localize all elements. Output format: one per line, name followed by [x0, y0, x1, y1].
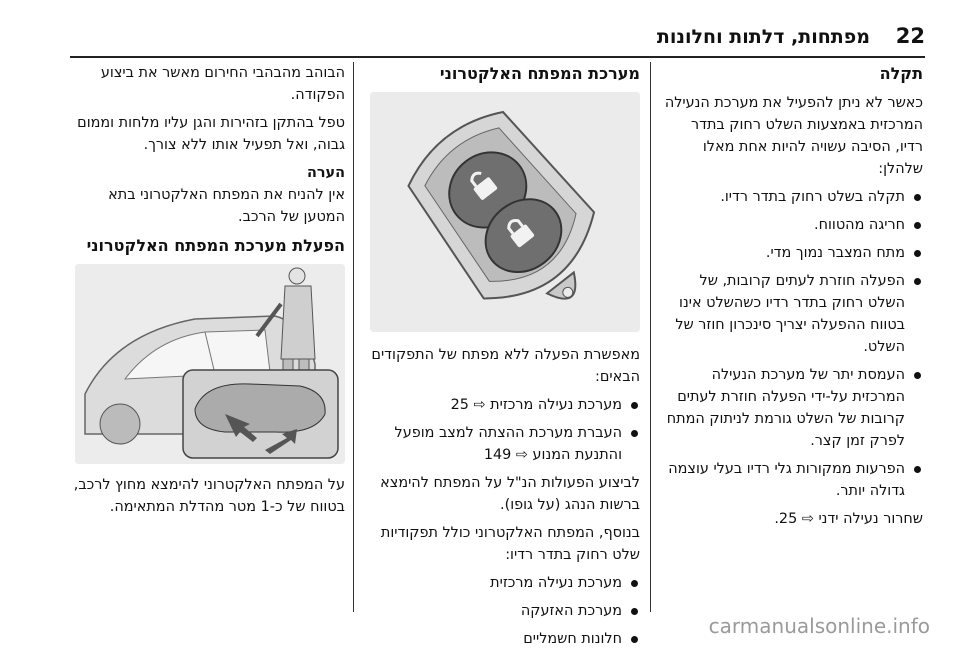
header-rule [70, 56, 925, 58]
reference-page: 149 [483, 447, 512, 463]
list-item: חריגה מהטווח. [660, 214, 923, 236]
key-para-3: בנוסף, המפתח האלקטרוני כולל תפקודיות שלט רחוק בתדר רדיו: [380, 525, 640, 563]
key-fob-illustration [370, 92, 640, 332]
malfunction-intro: כאשר לא ניתן להפעיל את מערכת הנעילה המרכזית באמצעות השלט רחוק בתדר רדיו, הסיבה עשויה להיות אחת מאלו שלהלן: [664, 95, 923, 177]
left-para-3: על המפתח האלקטרוני להימצא מחוץ לרכב, בטווח של כ-1 מטר מהדלת המתאימה. [73, 477, 345, 515]
manual-unlock-reference[interactable]: שחרור נעילה ידני ⇨ 25. [774, 511, 923, 527]
door-handle-illustration [75, 264, 345, 464]
reference-text: שחרור נעילה ידני [818, 511, 923, 527]
operation-heading: הפעלת מערכת המפתח האלקטרוני [86, 236, 345, 255]
reference-page: 25 [778, 511, 798, 527]
left-column [70, 62, 345, 524]
note-text: אין להניח את המפתח האלקטרוני בתא המטען של הרכב. [108, 187, 345, 225]
middle-column [365, 62, 640, 656]
page-header [70, 24, 925, 58]
electronic-key-heading: מערכת המפתח האלקטרוני [439, 64, 640, 83]
key-para-1: מאפשרת הפעלה ללא מפתח של התפקודים הבאים: [371, 347, 640, 385]
right-column [660, 62, 923, 536]
list-item: מתח המצבר נמוך מדי. [660, 242, 923, 264]
list-item: מערכת נעילה מרכזית ⇨ 25 [365, 394, 640, 416]
note-heading: הערה [306, 165, 345, 181]
list-item: חלונות חשמליים [365, 628, 640, 650]
list-item: הפעלה חוזרת לעתים קרובות, של השלט רחוק בתדר רדיו כשהשלט אינו בטווח ההפעלה יצריך סינכרון חוזר של השלט. [660, 270, 923, 358]
key-fob-icon [370, 92, 640, 332]
remote-functions-list [365, 572, 640, 650]
column-divider-right [650, 62, 651, 612]
car-door-icon [75, 264, 345, 464]
list-item: הפרעות ממקורות גלי רדיו בעלי עוצמה גדולה יותר. [660, 458, 923, 502]
arrow-right-icon: ⇨ [473, 397, 486, 413]
list-item: תקלה בשלט רחוק בתדר רדיו. [660, 186, 923, 208]
watermark: carmanualsonline.info [708, 614, 930, 638]
malfunction-heading: תקלה [879, 64, 923, 83]
list-item: מערכת נעילה מרכזית [365, 572, 640, 594]
list-item: העברת מערכת ההצתה למצב מופעל והתנעת המנוע ⇨ 149 [365, 422, 640, 466]
list-item: מערכת האזעקה [365, 600, 640, 622]
list-item: העמסת יתר של מערכת הנעילה המרכזית על-ידי הפעלה חוזרת לעתים קרובות של השלט גורמת לניתוק המתח לפרק זמן קצר. [660, 364, 923, 452]
left-para-1: הבוהב מהבהבי החירום מאשר את ביצוע הפקודה. [100, 65, 345, 103]
column-divider-left [353, 62, 354, 612]
page-number: 22 [895, 24, 925, 48]
key-functions-list [365, 394, 640, 466]
chapter-title: מפתחות, דלתות וחלונות [656, 26, 870, 48]
left-para-2: טפל בהתקן בזהירות והגן עליו מלחות וממום גבוה, ואל תפעיל אותו ללא צורך. [77, 115, 345, 153]
arrow-right-icon: ⇨ [515, 447, 528, 463]
reference-page: 25 [450, 397, 469, 413]
arrow-right-icon: ⇨ [801, 511, 814, 527]
key-para-2: לביצוע הפעולות הנ"ל על המפתח להימצא ברשות הנהג (על גופו). [380, 475, 640, 513]
malfunction-list [660, 186, 923, 502]
